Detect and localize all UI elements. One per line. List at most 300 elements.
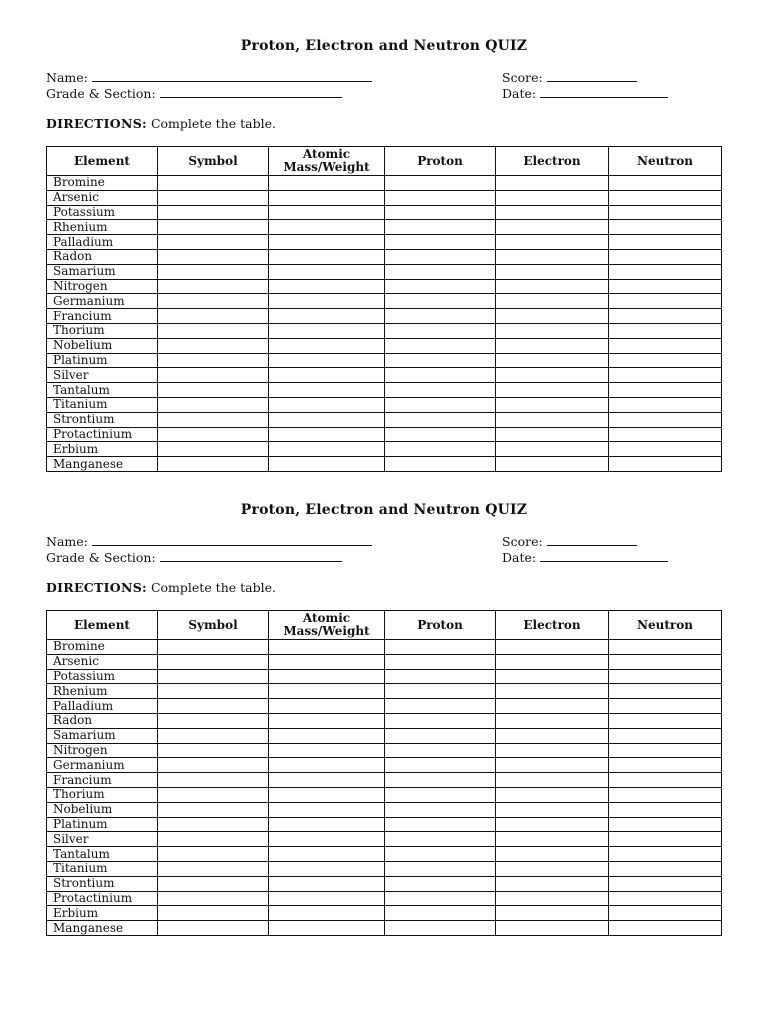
answer-cell-atomic-mass-weight[interactable] — [269, 323, 385, 338]
answer-cell-atomic-mass-weight[interactable] — [269, 684, 385, 699]
date-blank[interactable] — [540, 86, 668, 98]
answer-cell-electron[interactable] — [496, 787, 609, 802]
answer-cell-symbol[interactable] — [158, 442, 269, 457]
answer-cell-proton[interactable] — [385, 758, 496, 773]
answer-cell-atomic-mass-weight[interactable] — [269, 427, 385, 442]
answer-cell-neutron[interactable] — [609, 220, 722, 235]
answer-cell-neutron[interactable] — [609, 205, 722, 220]
answer-cell-atomic-mass-weight[interactable] — [269, 876, 385, 891]
answer-cell-symbol[interactable] — [158, 906, 269, 921]
score-blank[interactable] — [547, 534, 637, 546]
date-blank[interactable] — [540, 550, 668, 562]
answer-cell-electron[interactable] — [496, 249, 609, 264]
answer-cell-symbol[interactable] — [158, 669, 269, 684]
element-name: Manganese — [47, 457, 158, 472]
column-header-electron: Electron — [496, 611, 609, 640]
answer-cell-neutron[interactable] — [609, 758, 722, 773]
answer-cell-symbol[interactable] — [158, 876, 269, 891]
answer-cell-symbol[interactable] — [158, 728, 269, 743]
answer-cell-symbol[interactable] — [158, 787, 269, 802]
grade-section-blank[interactable] — [160, 86, 342, 98]
element-name: Nobelium — [47, 802, 158, 817]
answer-cell-electron[interactable] — [496, 338, 609, 353]
table-header-row — [47, 611, 722, 640]
answer-cell-atomic-mass-weight[interactable] — [269, 640, 385, 655]
answer-cell-atomic-mass-weight[interactable] — [269, 787, 385, 802]
answer-cell-atomic-mass-weight[interactable] — [269, 832, 385, 847]
answer-cell-electron[interactable] — [496, 654, 609, 669]
answer-cell-proton[interactable] — [385, 176, 496, 191]
answer-cell-symbol[interactable] — [158, 713, 269, 728]
answer-cell-neutron[interactable] — [609, 235, 722, 250]
element-name: Germanium — [47, 294, 158, 309]
answer-cell-atomic-mass-weight[interactable] — [269, 294, 385, 309]
table-row — [47, 758, 722, 773]
answer-cell-symbol[interactable] — [158, 758, 269, 773]
answer-cell-neutron[interactable] — [609, 279, 722, 294]
answer-cell-electron[interactable] — [496, 190, 609, 205]
element-name: Rhenium — [47, 684, 158, 699]
answer-cell-atomic-mass-weight[interactable] — [269, 817, 385, 832]
grade-section-label: Grade & Section: — [46, 86, 156, 101]
answer-cell-proton[interactable] — [385, 906, 496, 921]
answer-cell-symbol[interactable] — [158, 190, 269, 205]
answer-cell-electron[interactable] — [496, 412, 609, 427]
answer-cell-proton[interactable] — [385, 728, 496, 743]
answer-cell-atomic-mass-weight[interactable] — [269, 264, 385, 279]
column-header-atomic-mass-weight: Atomic Mass/Weight — [269, 611, 385, 640]
answer-cell-atomic-mass-weight[interactable] — [269, 906, 385, 921]
answer-cell-atomic-mass-weight[interactable] — [269, 728, 385, 743]
answer-cell-electron[interactable] — [496, 640, 609, 655]
answer-cell-symbol[interactable] — [158, 220, 269, 235]
name-label: Name: — [46, 534, 88, 549]
element-name: Erbium — [47, 442, 158, 457]
answer-cell-electron[interactable] — [496, 817, 609, 832]
answer-cell-proton[interactable] — [385, 802, 496, 817]
element-table — [46, 610, 722, 936]
answer-cell-neutron[interactable] — [609, 891, 722, 906]
answer-cell-electron[interactable] — [496, 205, 609, 220]
element-name: Manganese — [47, 921, 158, 936]
answer-cell-atomic-mass-weight[interactable] — [269, 442, 385, 457]
answer-cell-electron[interactable] — [496, 323, 609, 338]
table-row — [47, 728, 722, 743]
answer-cell-electron[interactable] — [496, 669, 609, 684]
answer-cell-electron[interactable] — [496, 294, 609, 309]
table-row — [47, 249, 722, 264]
answer-cell-neutron[interactable] — [609, 699, 722, 714]
answer-cell-proton[interactable] — [385, 891, 496, 906]
answer-cell-neutron[interactable] — [609, 684, 722, 699]
answer-cell-atomic-mass-weight[interactable] — [269, 921, 385, 936]
answer-cell-neutron[interactable] — [609, 309, 722, 324]
answer-cell-proton[interactable] — [385, 921, 496, 936]
table-body — [47, 640, 722, 936]
answer-cell-symbol[interactable] — [158, 338, 269, 353]
score-label: Score: — [502, 534, 543, 549]
element-name: Titanium — [47, 397, 158, 412]
answer-cell-electron[interactable] — [496, 235, 609, 250]
table-row — [47, 338, 722, 353]
answer-cell-electron[interactable] — [496, 876, 609, 891]
answer-cell-atomic-mass-weight[interactable] — [269, 338, 385, 353]
answer-cell-atomic-mass-weight[interactable] — [269, 773, 385, 788]
answer-cell-electron[interactable] — [496, 353, 609, 368]
answer-cell-symbol[interactable] — [158, 802, 269, 817]
answer-cell-neutron[interactable] — [609, 743, 722, 758]
table-row — [47, 787, 722, 802]
answer-cell-electron[interactable] — [496, 427, 609, 442]
answer-cell-neutron[interactable] — [609, 669, 722, 684]
answer-cell-neutron[interactable] — [609, 640, 722, 655]
grade-section-blank[interactable] — [160, 550, 342, 562]
answer-cell-neutron[interactable] — [609, 876, 722, 891]
answer-cell-proton[interactable] — [385, 368, 496, 383]
table-row — [47, 669, 722, 684]
answer-cell-neutron[interactable] — [609, 383, 722, 398]
date-field[interactable] — [502, 86, 668, 101]
element-name: Francium — [47, 309, 158, 324]
answer-cell-symbol[interactable] — [158, 383, 269, 398]
table-row — [47, 309, 722, 324]
answer-cell-atomic-mass-weight[interactable] — [269, 190, 385, 205]
table-row — [47, 699, 722, 714]
answer-cell-proton[interactable] — [385, 235, 496, 250]
answer-cell-electron[interactable] — [496, 832, 609, 847]
answer-cell-neutron[interactable] — [609, 713, 722, 728]
answer-cell-neutron[interactable] — [609, 338, 722, 353]
element-name: Platinum — [47, 817, 158, 832]
element-name: Bromine — [47, 176, 158, 191]
answer-cell-neutron[interactable] — [609, 412, 722, 427]
score-field[interactable] — [502, 534, 637, 549]
answer-cell-symbol[interactable] — [158, 457, 269, 472]
element-name: Palladium — [47, 235, 158, 250]
table-row — [47, 773, 722, 788]
answer-cell-proton[interactable] — [385, 640, 496, 655]
table-header-row — [47, 147, 722, 176]
column-header-atomic-mass-weight: Atomic Mass/Weight — [269, 147, 385, 176]
answer-cell-proton[interactable] — [385, 743, 496, 758]
answer-cell-neutron[interactable] — [609, 906, 722, 921]
answer-cell-neutron[interactable] — [609, 787, 722, 802]
table-row — [47, 684, 722, 699]
answer-cell-symbol[interactable] — [158, 699, 269, 714]
answer-cell-neutron[interactable] — [609, 832, 722, 847]
answer-cell-symbol[interactable] — [158, 743, 269, 758]
answer-cell-proton[interactable] — [385, 457, 496, 472]
quiz-title: Proton, Electron and Neutron QUIZ — [240, 502, 528, 518]
answer-cell-atomic-mass-weight[interactable] — [269, 847, 385, 862]
answer-cell-atomic-mass-weight[interactable] — [269, 654, 385, 669]
answer-cell-neutron[interactable] — [609, 368, 722, 383]
answer-cell-atomic-mass-weight[interactable] — [269, 891, 385, 906]
table-row — [47, 397, 722, 412]
answer-cell-electron[interactable] — [496, 758, 609, 773]
column-header-proton: Proton — [385, 611, 496, 640]
answer-cell-proton[interactable] — [385, 847, 496, 862]
answer-cell-symbol[interactable] — [158, 279, 269, 294]
answer-cell-proton[interactable] — [385, 876, 496, 891]
element-name: Strontium — [47, 876, 158, 891]
answer-cell-atomic-mass-weight[interactable] — [269, 699, 385, 714]
answer-cell-electron[interactable] — [496, 699, 609, 714]
answer-cell-neutron[interactable] — [609, 427, 722, 442]
table-row — [47, 861, 722, 876]
answer-cell-proton[interactable] — [385, 654, 496, 669]
table-row — [47, 442, 722, 457]
answer-cell-proton[interactable] — [385, 699, 496, 714]
table-row — [47, 294, 722, 309]
answer-cell-neutron[interactable] — [609, 654, 722, 669]
answer-cell-electron[interactable] — [496, 220, 609, 235]
directions-text: Complete the table. — [150, 580, 276, 595]
score-field[interactable] — [502, 70, 637, 85]
answer-cell-neutron[interactable] — [609, 294, 722, 309]
answer-cell-atomic-mass-weight[interactable] — [269, 713, 385, 728]
answer-cell-proton[interactable] — [385, 787, 496, 802]
answer-cell-neutron[interactable] — [609, 817, 722, 832]
answer-cell-symbol[interactable] — [158, 249, 269, 264]
answer-cell-atomic-mass-weight[interactable] — [269, 457, 385, 472]
directions — [46, 116, 276, 131]
answer-cell-atomic-mass-weight[interactable] — [269, 743, 385, 758]
answer-cell-electron[interactable] — [496, 368, 609, 383]
element-name: Arsenic — [47, 654, 158, 669]
answer-cell-neutron[interactable] — [609, 353, 722, 368]
answer-cell-proton[interactable] — [385, 220, 496, 235]
answer-cell-atomic-mass-weight[interactable] — [269, 397, 385, 412]
answer-cell-atomic-mass-weight[interactable] — [269, 669, 385, 684]
answer-cell-atomic-mass-weight[interactable] — [269, 309, 385, 324]
name-blank[interactable] — [92, 534, 372, 546]
answer-cell-atomic-mass-weight[interactable] — [269, 249, 385, 264]
answer-cell-electron[interactable] — [496, 264, 609, 279]
answer-cell-electron[interactable] — [496, 728, 609, 743]
directions — [46, 580, 276, 595]
element-name: Strontium — [47, 412, 158, 427]
grade-section-label: Grade & Section: — [46, 550, 156, 565]
table-row — [47, 921, 722, 936]
answer-cell-neutron[interactable] — [609, 847, 722, 862]
answer-cell-electron[interactable] — [496, 847, 609, 862]
answer-cell-symbol[interactable] — [158, 654, 269, 669]
table-row — [47, 654, 722, 669]
answer-cell-neutron[interactable] — [609, 802, 722, 817]
answer-cell-symbol[interactable] — [158, 397, 269, 412]
answer-cell-electron[interactable] — [496, 442, 609, 457]
table-row — [47, 190, 722, 205]
answer-cell-proton[interactable] — [385, 397, 496, 412]
answer-cell-proton[interactable] — [385, 684, 496, 699]
element-name: Silver — [47, 832, 158, 847]
table-row — [47, 205, 722, 220]
answer-cell-atomic-mass-weight[interactable] — [269, 412, 385, 427]
answer-cell-atomic-mass-weight[interactable] — [269, 802, 385, 817]
answer-cell-symbol[interactable] — [158, 427, 269, 442]
column-header-neutron: Neutron — [609, 147, 722, 176]
answer-cell-symbol[interactable] — [158, 640, 269, 655]
name-field[interactable] — [46, 70, 372, 85]
element-name: Thorium — [47, 787, 158, 802]
column-header-element: Element — [47, 611, 158, 640]
answer-cell-neutron[interactable] — [609, 861, 722, 876]
answer-cell-atomic-mass-weight[interactable] — [269, 758, 385, 773]
answer-cell-proton[interactable] — [385, 294, 496, 309]
answer-cell-proton[interactable] — [385, 832, 496, 847]
element-name: Radon — [47, 713, 158, 728]
table-row — [47, 383, 722, 398]
answer-cell-proton[interactable] — [385, 442, 496, 457]
answer-cell-electron[interactable] — [496, 906, 609, 921]
answer-cell-symbol[interactable] — [158, 264, 269, 279]
element-name: Samarium — [47, 264, 158, 279]
answer-cell-electron[interactable] — [496, 397, 609, 412]
table-row — [47, 876, 722, 891]
answer-cell-atomic-mass-weight[interactable] — [269, 176, 385, 191]
answer-cell-symbol[interactable] — [158, 235, 269, 250]
grade-section-field[interactable] — [46, 550, 342, 565]
answer-cell-proton[interactable] — [385, 412, 496, 427]
answer-cell-electron[interactable] — [496, 457, 609, 472]
grade-section-field[interactable] — [46, 86, 342, 101]
answer-cell-symbol[interactable] — [158, 176, 269, 191]
answer-cell-electron[interactable] — [496, 743, 609, 758]
answer-cell-proton[interactable] — [385, 205, 496, 220]
answer-cell-neutron[interactable] — [609, 323, 722, 338]
answer-cell-neutron[interactable] — [609, 264, 722, 279]
answer-cell-symbol[interactable] — [158, 847, 269, 862]
element-name: Protactinium — [47, 427, 158, 442]
answer-cell-neutron[interactable] — [609, 442, 722, 457]
answer-cell-neutron[interactable] — [609, 249, 722, 264]
answer-cell-proton[interactable] — [385, 323, 496, 338]
answer-cell-symbol[interactable] — [158, 773, 269, 788]
answer-cell-atomic-mass-weight[interactable] — [269, 279, 385, 294]
answer-cell-electron[interactable] — [496, 176, 609, 191]
answer-cell-symbol[interactable] — [158, 817, 269, 832]
element-name: Arsenic — [47, 190, 158, 205]
answer-cell-electron[interactable] — [496, 921, 609, 936]
table-row — [47, 457, 722, 472]
answer-cell-proton[interactable] — [385, 383, 496, 398]
answer-cell-electron[interactable] — [496, 383, 609, 398]
answer-cell-symbol[interactable] — [158, 891, 269, 906]
answer-cell-proton[interactable] — [385, 713, 496, 728]
answer-cell-atomic-mass-weight[interactable] — [269, 368, 385, 383]
answer-cell-electron[interactable] — [496, 684, 609, 699]
answer-cell-neutron[interactable] — [609, 176, 722, 191]
element-name: Nitrogen — [47, 743, 158, 758]
answer-cell-proton[interactable] — [385, 353, 496, 368]
answer-cell-electron[interactable] — [496, 802, 609, 817]
answer-cell-proton[interactable] — [385, 773, 496, 788]
element-name: Germanium — [47, 758, 158, 773]
answer-cell-proton[interactable] — [385, 669, 496, 684]
answer-cell-electron[interactable] — [496, 713, 609, 728]
answer-cell-symbol[interactable] — [158, 323, 269, 338]
answer-cell-atomic-mass-weight[interactable] — [269, 220, 385, 235]
table-row — [47, 368, 722, 383]
answer-cell-proton[interactable] — [385, 279, 496, 294]
answer-cell-proton[interactable] — [385, 190, 496, 205]
element-name: Silver — [47, 368, 158, 383]
answer-cell-atomic-mass-weight[interactable] — [269, 205, 385, 220]
answer-cell-neutron[interactable] — [609, 728, 722, 743]
table-row — [47, 847, 722, 862]
table-row — [47, 832, 722, 847]
column-header-symbol: Symbol — [158, 147, 269, 176]
answer-cell-symbol[interactable] — [158, 368, 269, 383]
column-header-symbol: Symbol — [158, 611, 269, 640]
table-row — [47, 427, 722, 442]
answer-cell-proton[interactable] — [385, 817, 496, 832]
element-name: Potassium — [47, 669, 158, 684]
answer-cell-symbol[interactable] — [158, 832, 269, 847]
column-header-electron: Electron — [496, 147, 609, 176]
element-name: Protactinium — [47, 891, 158, 906]
answer-cell-electron[interactable] — [496, 861, 609, 876]
answer-cell-symbol[interactable] — [158, 353, 269, 368]
name-field[interactable] — [46, 534, 372, 549]
table-row — [47, 743, 722, 758]
answer-cell-proton[interactable] — [385, 338, 496, 353]
element-name: Radon — [47, 249, 158, 264]
answer-cell-electron[interactable] — [496, 309, 609, 324]
answer-cell-electron[interactable] — [496, 279, 609, 294]
element-name: Potassium — [47, 205, 158, 220]
answer-cell-symbol[interactable] — [158, 861, 269, 876]
answer-cell-symbol[interactable] — [158, 412, 269, 427]
answer-cell-atomic-mass-weight[interactable] — [269, 353, 385, 368]
table-row — [47, 264, 722, 279]
answer-cell-neutron[interactable] — [609, 190, 722, 205]
answer-cell-symbol[interactable] — [158, 309, 269, 324]
element-name: Nitrogen — [47, 279, 158, 294]
answer-cell-neutron[interactable] — [609, 921, 722, 936]
answer-cell-atomic-mass-weight[interactable] — [269, 235, 385, 250]
date-field[interactable] — [502, 550, 668, 565]
answer-cell-atomic-mass-weight[interactable] — [269, 861, 385, 876]
answer-cell-proton[interactable] — [385, 309, 496, 324]
table-row — [47, 640, 722, 655]
answer-cell-symbol[interactable] — [158, 205, 269, 220]
date-label: Date: — [502, 550, 537, 565]
element-name: Palladium — [47, 699, 158, 714]
answer-cell-proton[interactable] — [385, 264, 496, 279]
answer-cell-proton[interactable] — [385, 427, 496, 442]
answer-cell-symbol[interactable] — [158, 684, 269, 699]
table-row — [47, 353, 722, 368]
answer-cell-atomic-mass-weight[interactable] — [269, 383, 385, 398]
answer-cell-electron[interactable] — [496, 773, 609, 788]
answer-cell-neutron[interactable] — [609, 773, 722, 788]
answer-cell-proton[interactable] — [385, 249, 496, 264]
answer-cell-proton[interactable] — [385, 861, 496, 876]
answer-cell-electron[interactable] — [496, 891, 609, 906]
answer-cell-symbol[interactable] — [158, 921, 269, 936]
score-blank[interactable] — [547, 70, 637, 82]
table-row — [47, 906, 722, 921]
answer-cell-neutron[interactable] — [609, 457, 722, 472]
name-blank[interactable] — [92, 70, 372, 82]
answer-cell-symbol[interactable] — [158, 294, 269, 309]
table-row — [47, 176, 722, 191]
answer-cell-neutron[interactable] — [609, 397, 722, 412]
table-row — [47, 220, 722, 235]
score-label: Score: — [502, 70, 543, 85]
